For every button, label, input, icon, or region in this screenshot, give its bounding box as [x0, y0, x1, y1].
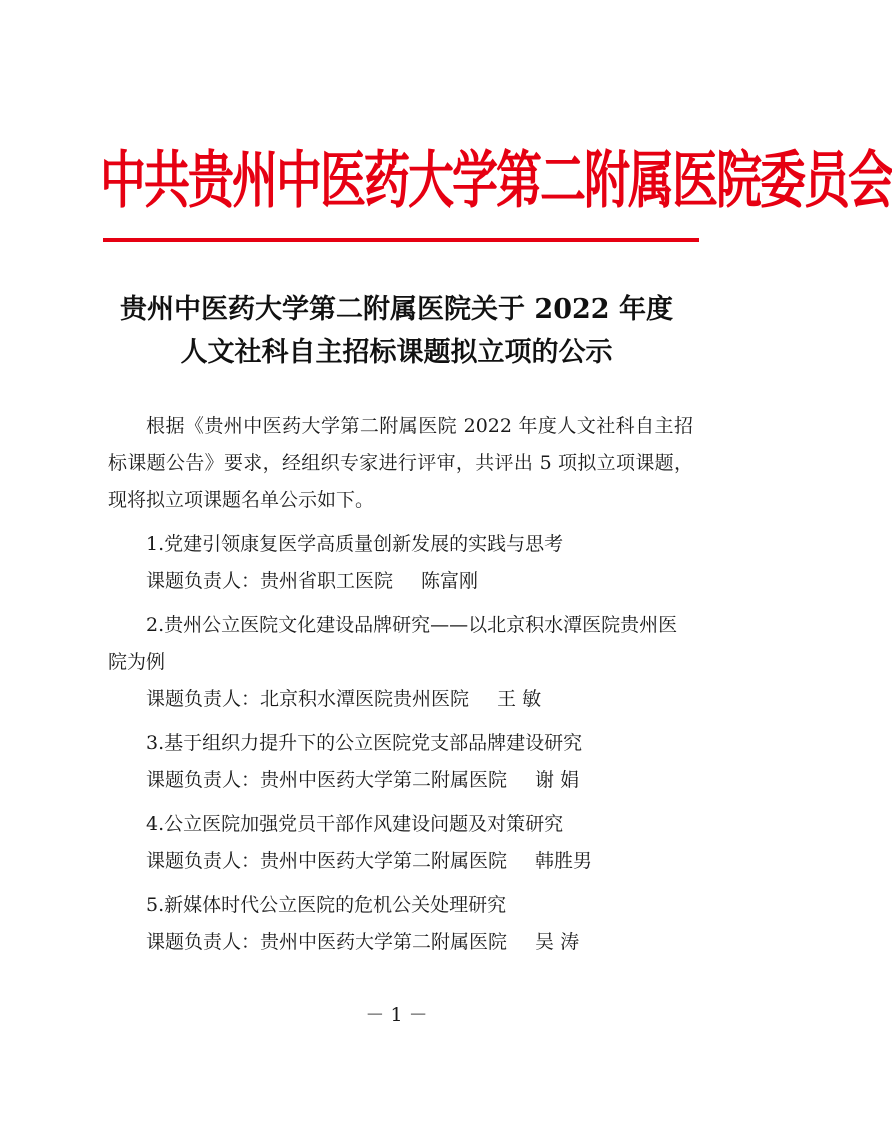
document-title — [80, 288, 713, 374]
document-title-line-1: 贵州中医药大学第二附属医院关于 2022 年度 — [120, 294, 673, 325]
leader-unit: 贵州省职工医院 — [260, 570, 394, 592]
leader-unit: 贵州中医药大学第二附属医院 — [260, 769, 508, 791]
project-item-5 — [108, 887, 693, 961]
leader-name: 吴 涛 — [535, 931, 580, 953]
project-title: 5.新媒体时代公立医院的危机公关处理研究 — [146, 894, 507, 916]
project-item-1 — [108, 526, 693, 600]
leader-name: 陈富刚 — [421, 570, 479, 592]
leader-name: 王 敏 — [497, 688, 542, 710]
leader-unit: 贵州中医药大学第二附属医院 — [260, 931, 508, 953]
leader-label: 课题负责人： — [146, 769, 261, 791]
page-number: － 1 － — [365, 1004, 428, 1026]
document-body — [108, 408, 693, 968]
project-item-3 — [108, 725, 693, 799]
project-leader-line — [108, 681, 693, 718]
project-leader-line — [108, 762, 693, 799]
masthead-title: 中共贵州中医药大学第二附属医院委员会 — [100, 143, 892, 217]
project-leader-line — [108, 924, 693, 961]
intro-paragraph: 根据《贵州中医药大学第二附属医院 2022 年度人文社科自主招标课题公告》要求，经组织专家进行评审，共评出 5 项拟立项课题，现将拟立项课题名单公示如下。 — [108, 415, 693, 511]
document-title-line-2: 人文社科自主招标课题拟立项的公示 — [180, 337, 613, 368]
project-title: 4.公立医院加强党员干部作风建设问题及对策研究 — [146, 813, 564, 835]
project-leader-line — [108, 843, 693, 880]
project-title: 3.基于组织力提升下的公立医院党支部品牌建设研究 — [146, 732, 583, 754]
leader-name: 谢 娟 — [535, 769, 580, 791]
project-item-2 — [108, 607, 693, 718]
leader-unit: 北京积水潭医院贵州医院 — [260, 688, 470, 710]
project-item-4 — [108, 806, 693, 880]
leader-unit: 贵州中医药大学第二附属医院 — [260, 850, 508, 872]
project-title: 1.党建引领康复医学高质量创新发展的实践与思考 — [146, 533, 564, 555]
red-divider-line — [103, 238, 699, 242]
leader-label: 课题负责人： — [146, 931, 261, 953]
leader-label: 课题负责人： — [146, 570, 261, 592]
leader-name: 韩胜男 — [535, 850, 593, 872]
project-leader-line — [108, 563, 693, 600]
leader-label: 课题负责人： — [146, 850, 261, 872]
project-title: 2.贵州公立医院文化建设品牌研究——以北京积水潭医院贵州医院为例 — [108, 614, 678, 673]
leader-label: 课题负责人： — [146, 688, 261, 710]
